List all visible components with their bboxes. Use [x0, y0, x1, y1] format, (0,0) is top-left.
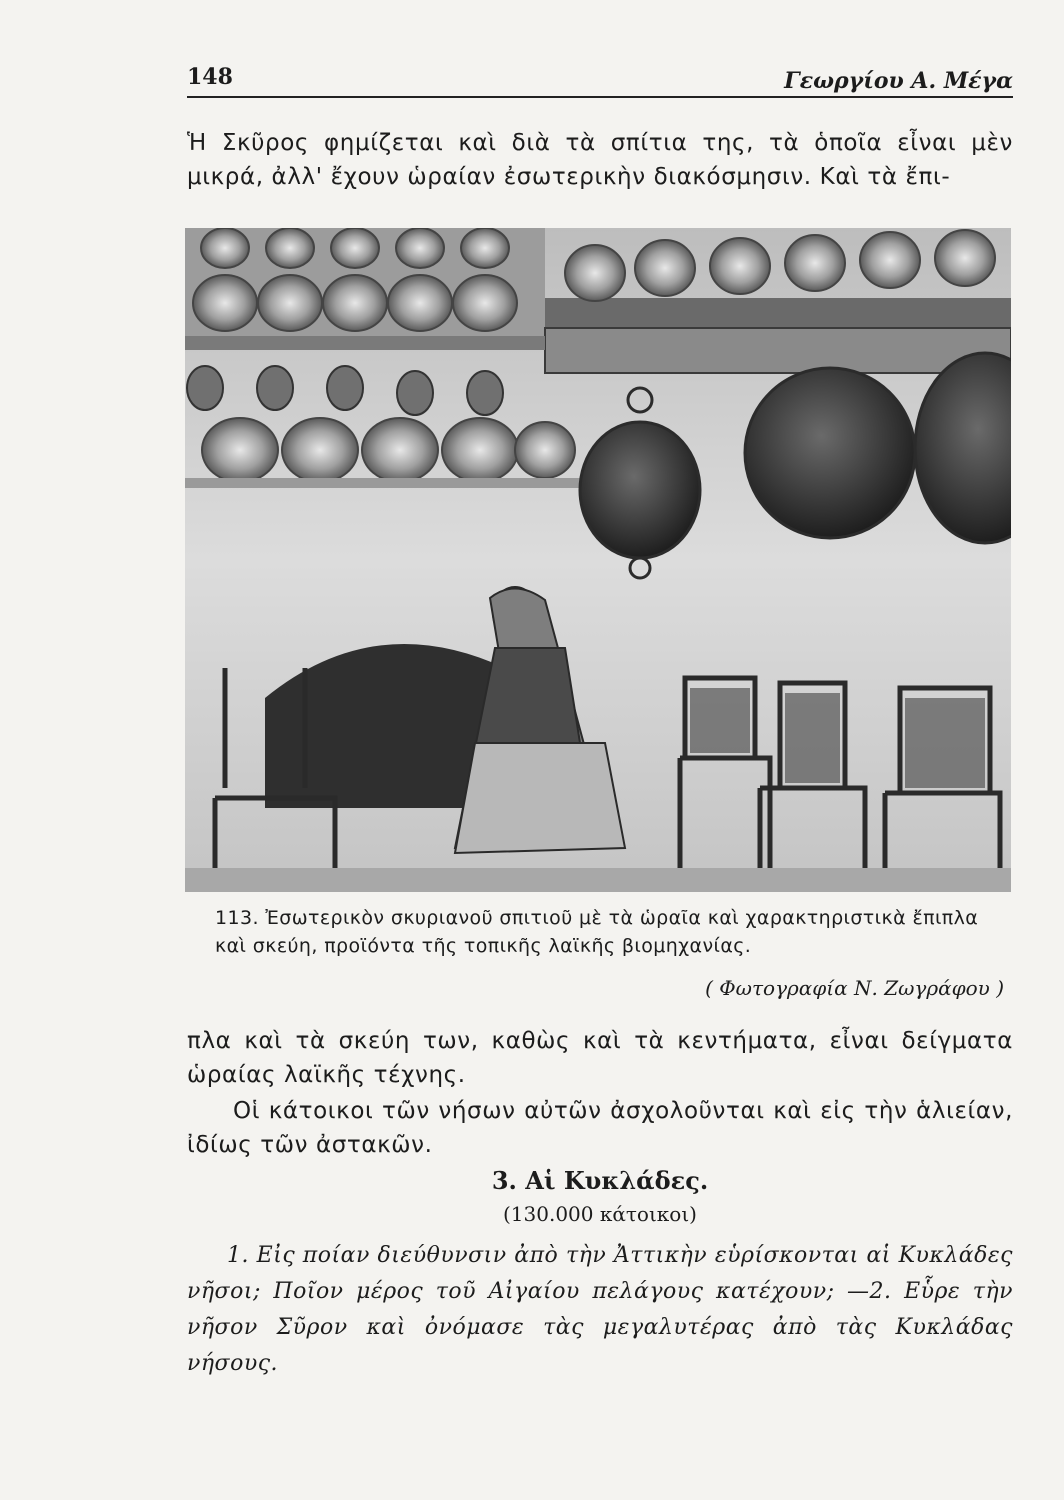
figure-caption: 113. Ἐσωτερικὸν σκυριανοῦ σπιτιοῦ μὲ τὰ ὡραῖα καὶ χαρακτηριστικὰ ἔπιπλα καὶ σκεύη, προϊόντα τῆς τοπικῆς λαϊκῆς βιομηχανίας. — [215, 907, 979, 957]
page-header — [187, 62, 1013, 98]
upper-plates — [193, 228, 517, 331]
figure-photograph — [185, 228, 1011, 892]
section-population: (130.000 κάτοικοι) — [502, 1202, 697, 1226]
photo-credit: ( Φωτογραφία Ν. Ζωγράφου ) — [705, 976, 1004, 1000]
exercises: 1. Εἰς ποίαν διεύθυνσιν ἀπὸ τὴν Ἀττικὴν εὑρίσκονται αἱ Κυκλάδες νῆσοι; Ποῖον μέρος τοῦ Αἰγαίου πελάγους κατέχουν; —2. Εὗρε τὴν νῆσον Σῦρον καὶ ὀνόμασε τὰς μεγαλυτέρας ἀπὸ τὰς Κυκλάδας νήσους. — [187, 1243, 1013, 1376]
fishing-paragraph: Οἱ κάτοικοι τῶν νήσων αὐτῶν ἀσχολοῦνται καὶ εἰς τὴν ἁλιείαν, ἰδίως τῶν ἀστακῶν. — [187, 1098, 1013, 1158]
continuation-paragraph: πλα καὶ τὰ σκεύη των, καθὼς καὶ τὰ κεντήματα, εἶναι δείγματα ὡραίας λαϊκῆς τέχνης. — [187, 1028, 1013, 1088]
intro-paragraph: Ἡ Σκῦρος φημίζεται καὶ διὰ τὰ σπίτια της, τὰ ὁποῖα εἶναι μὲν μικρά, ἀλλ' ἔχουν ὡραίαν ἐσωτερικὴν διακόσμησιν. Καὶ τὰ ἔπι- — [187, 130, 1013, 190]
running-head: Γεωργίου Α. Μέγα — [784, 68, 1013, 94]
page-number: 148 — [187, 64, 233, 90]
interior-photo — [185, 228, 1011, 892]
section-heading: 3. Αἱ Κυκλάδες. — [491, 1166, 709, 1195]
